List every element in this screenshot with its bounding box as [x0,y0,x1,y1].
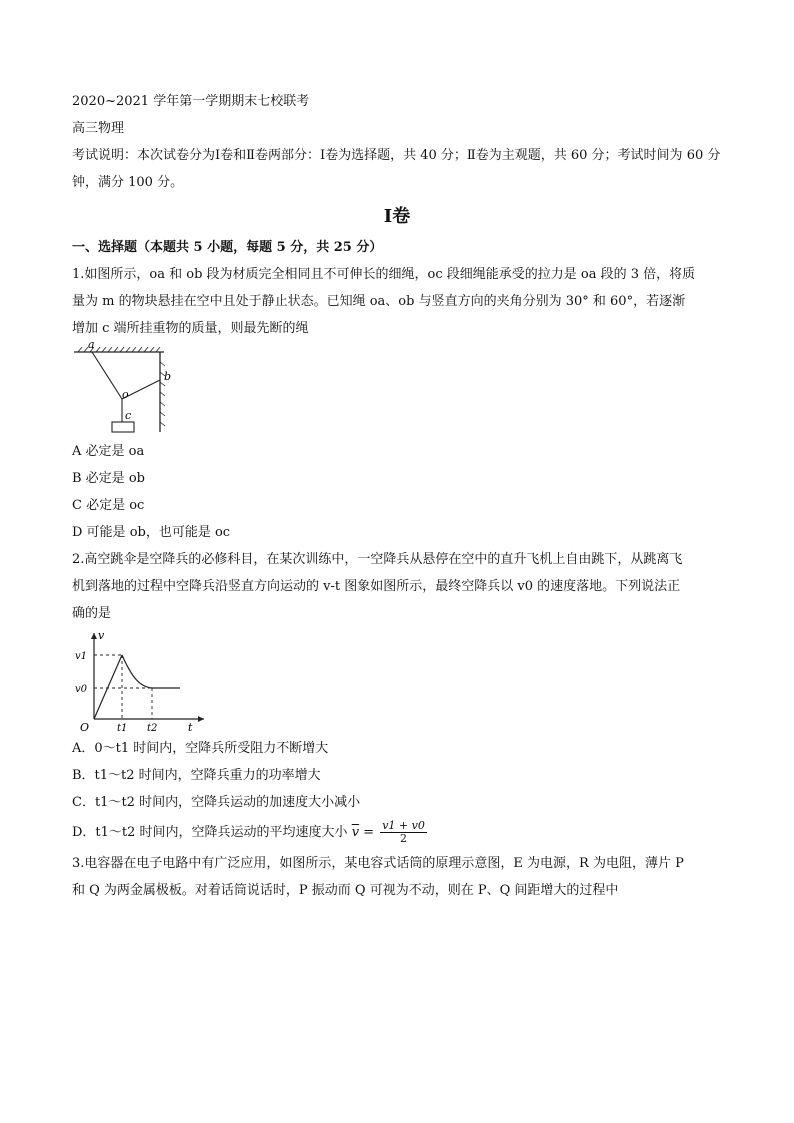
q2-label-v1: v1 [75,651,88,662]
q3-stem-line-2: 和 Q 为两金属极板。对着话筒说话时，P 振动而 Q 可视为不动，则在 P、Q 间距增大的过程中 [72,883,619,898]
equals-sign: = [359,825,379,840]
q2-stem-line-3: 确的是 [72,606,112,621]
q2-label-t2: t2 [147,723,158,734]
q2-option-b: B．t1～t2 时间内，空降兵重力的功率增大 [72,768,321,783]
q1-stem-line-3: 增加 c 端所挂重物的质量，则最先断的绳 [72,321,309,336]
q1-label-o: o [122,388,129,401]
section-title: Ⅰ卷 [383,206,411,227]
exam-title: 2020~2021 学年第一学期期末七校联考 [72,94,310,109]
q2-option-c: C．t1～t2 时间内，空降兵运动的加速度大小减小 [72,795,361,810]
q2-stem-line-1: 2.高空跳伞是空降兵的必修科目，在某次训练中，一空降兵从悬停在空中的直升飞机上自由跳下，从跳离飞 [72,552,683,567]
average-velocity-symbol: $\overline{v}$ [351,825,360,840]
exam-instructions: 考试说明：本次试卷分为Ⅰ卷和Ⅱ卷两部分：Ⅰ卷为选择题，共 40 分；Ⅱ卷为主观题，共 60 分；考试时间为 60 分钟，满分 100 分。 [72,148,721,190]
q2-label-t1: t1 [117,723,128,734]
exam-page [72,88,722,904]
q1-stem-line-2: 量为 m 的物块悬挂在空中且处于静止状态。已知绳 oa、ob 与竖直方向的夹角分别为 30° 和 60°，若逐渐 [72,294,686,309]
q1-stem-line-1: 1.如图所示，oa 和 ob 段为材质完全相同且不可伸长的细绳，oc 段细绳能承受的拉力是 oa 段的 3 倍，将质 [72,267,696,282]
fraction-denominator: 2 [400,832,408,845]
q1-rope-figure [72,342,172,438]
q2-vt-graph [72,627,212,735]
average-velocity-fraction [380,820,427,845]
q2-option-d-row [72,816,722,850]
q2-label-t: t [188,721,193,734]
q1-label-a: a [88,342,95,351]
q1-option-c: C 必定是 oc [72,498,145,513]
q2-label-v: v [98,629,105,642]
q1-option-b: B 必定是 ob [72,471,145,486]
part-heading: 一、选择题（本题共 5 小题，每题 5 分，共 25 分） [72,240,383,255]
q2-stem-line-2: 机到落地的过程中空降兵沿竖直方向运动的 v-t 图象如图所示，最终空降兵以 v0 的速度落地。下列说法正 [72,579,681,594]
subject-title: 高三物理 [72,121,125,136]
q1-option-a: A 必定是 oa [72,444,145,459]
q2-option-d: D．t1～t2 时间内，空降兵运动的平均速度大小 [72,825,348,840]
q3-stem-line-1: 3.电容器在电子电路中有广泛应用，如图所示，某电容式话筒的原理示意图，E 为电源，R 为电阻，薄片 P [72,856,684,871]
q1-label-c: c [125,409,132,422]
q2-label-origin: O [80,721,90,734]
q2-label-v0: v0 [75,684,88,695]
q1-label-b: b [164,370,172,383]
q1-option-d: D 可能是 ob，也可能是 oc [72,525,231,540]
q2-option-a: A．0～t1 时间内，空降兵所受阻力不断增大 [72,741,329,756]
fraction-numerator: v1 + v0 [382,819,425,832]
